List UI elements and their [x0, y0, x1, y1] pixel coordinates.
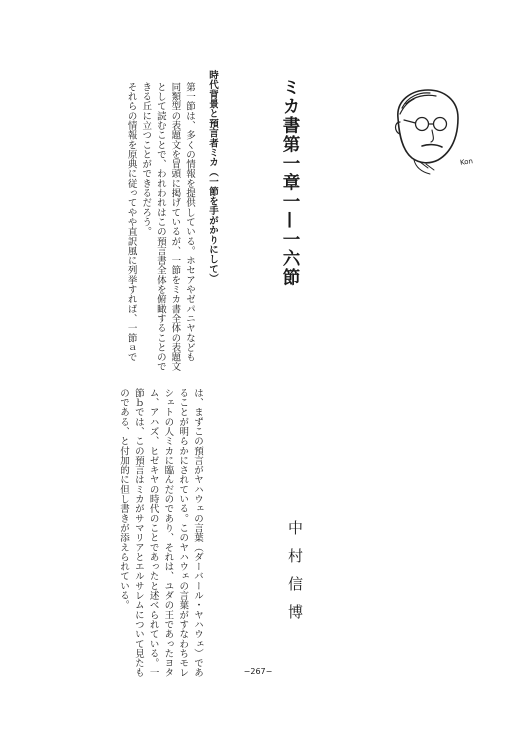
text-column: きる丘に立つことができるだろう。 — [140, 82, 152, 237]
text-column: 同類型の表題文を冒頭に掲げているが、一節をミカ書全体の表題文 — [169, 82, 181, 372]
text-column: ム、アハズ、ヒゼキヤの時代のことであったと述べられている。一 — [147, 388, 159, 678]
author-name: 中村信博 — [286, 520, 304, 632]
text-column: それらの情報を原典に従ってやや直訳風に列挙すれば、一節ａで — [125, 82, 137, 362]
text-column: シェトの人ミカに臨んだのであり、それは、ユダの王であったヨタ — [162, 388, 174, 678]
text-column: 第一節は、多くの情報を提供している。ホセアやゼパニヤなども — [184, 82, 195, 362]
text-column: は、まずこの預言がヤハウェの言葉（ダーバール・ヤハウェ）であ — [192, 388, 203, 678]
article-title: ミカ書第一章一—一六節 — [280, 78, 300, 287]
artist-signature: Kon — [459, 157, 474, 167]
page-number: −267− — [243, 667, 273, 676]
text-column: のである、と付加的に但し書きが添えられている。 — [118, 388, 130, 610]
section-heading: 時代背景と預言者ミカ（一節を手がかりにして） — [207, 70, 218, 284]
body-text-lower — [52, 388, 204, 678]
text-column: として読むことで、われわれはこの預言書全体を俯瞰することので — [154, 82, 166, 372]
text-column: 節ｂでは、この預言はミカがサマリアとエルサレムについて見たも — [132, 388, 144, 678]
text-column: ることが明らかにされている。このヤハウェの言葉がすなわちモレ — [177, 388, 189, 678]
body-text-upper — [46, 82, 196, 372]
